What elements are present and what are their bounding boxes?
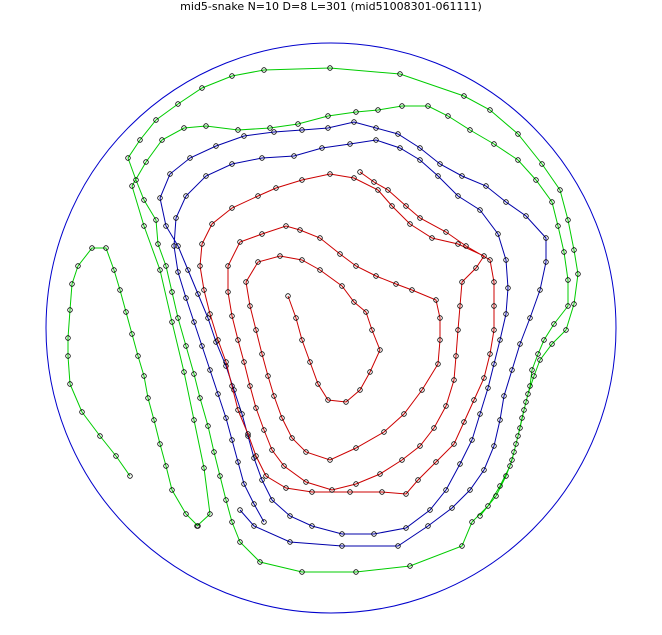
series-layer [66, 66, 581, 575]
series-1 [66, 246, 201, 529]
series-line [200, 172, 494, 494]
boundary-circle [46, 43, 616, 613]
series-3 [198, 170, 497, 497]
figure-title: mid5-snake N=10 D=8 L=301 (mid51008301-061111) [180, 0, 482, 13]
series-line [68, 248, 198, 526]
